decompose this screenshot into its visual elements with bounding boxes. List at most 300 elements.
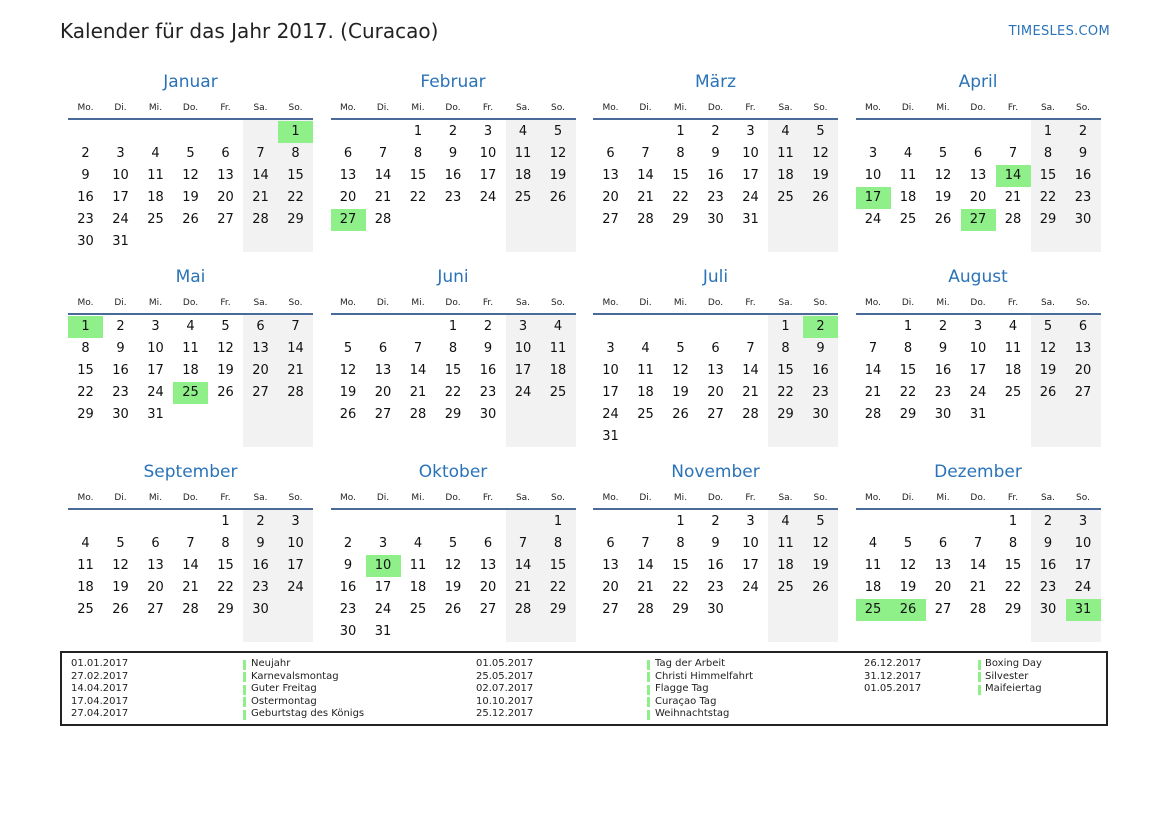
- day-cell: 17: [742, 558, 759, 573]
- day-cell: 29: [777, 407, 794, 422]
- day-cell: 30: [1074, 212, 1092, 227]
- holiday-name: Tag der Arbeit: [655, 658, 726, 669]
- day-cell: 3: [116, 146, 125, 161]
- day-cell: 2: [1078, 124, 1088, 139]
- day-cell: 22: [1039, 190, 1057, 205]
- day-cell: 22: [899, 385, 917, 400]
- day-cell: 12: [112, 558, 129, 573]
- day-cell: 12: [812, 146, 829, 161]
- day-cell: 3: [868, 146, 878, 161]
- day-cell: 20: [339, 190, 357, 205]
- day-cell: 4: [186, 319, 195, 334]
- day-cell: 20: [1074, 363, 1092, 378]
- day-cell: 10: [1074, 536, 1092, 551]
- day-cell: 27: [934, 602, 952, 617]
- day-cell: 25: [549, 385, 567, 400]
- day-cell: 30: [1039, 602, 1057, 617]
- day-cell: 5: [343, 341, 353, 356]
- weekday-header: [856, 298, 1101, 312]
- holiday-date: 17.04.2017: [71, 695, 129, 707]
- day-cell: 7: [641, 146, 650, 161]
- day-cell: 14: [374, 168, 392, 183]
- month-title: Januar: [163, 72, 218, 92]
- day-cell: 28: [864, 407, 882, 422]
- weekday-label: Fr.: [1007, 103, 1019, 113]
- day-cell: 30: [812, 407, 829, 422]
- weekday-label: So.: [813, 103, 828, 113]
- day-cell: 24: [742, 580, 759, 595]
- day-cell: 4: [518, 124, 528, 139]
- weekday-label: Sa.: [253, 103, 268, 113]
- day-cell: 7: [641, 536, 650, 551]
- day-cell: 13: [707, 363, 724, 378]
- day-cell: 21: [287, 363, 304, 378]
- brand-link[interactable]: TIMESLES.COM: [1008, 24, 1110, 39]
- day-cell: 19: [217, 363, 234, 378]
- day-cell: 5: [221, 319, 230, 334]
- day-cell: 15: [672, 558, 689, 573]
- day-cell: 13: [969, 168, 987, 183]
- weekday-label: Mo.: [865, 103, 881, 113]
- day-cell: 26: [549, 190, 567, 205]
- day-cell: 3: [151, 319, 160, 334]
- holiday-day: 25: [856, 599, 891, 621]
- day-cell: 12: [339, 363, 357, 378]
- day-cell: 20: [934, 580, 952, 595]
- day-cell: 17: [112, 190, 129, 205]
- day-cell: 8: [221, 536, 230, 551]
- day-cell: 15: [1004, 558, 1022, 573]
- weekday-label: Do.: [970, 493, 986, 503]
- day-cell: 28: [742, 407, 759, 422]
- day-cell: 1: [676, 514, 685, 529]
- day-cell: 22: [409, 190, 427, 205]
- day-cell: 16: [1074, 168, 1092, 183]
- day-cell: 2: [116, 319, 125, 334]
- holiday-date: 02.07.2017: [476, 683, 534, 695]
- day-cell: 9: [81, 168, 90, 183]
- weekday-label: Di.: [114, 298, 127, 308]
- holiday-day: 27: [331, 209, 366, 231]
- day-cell: 12: [934, 168, 952, 183]
- weekday-label: Mi.: [673, 298, 688, 308]
- holiday-name: Flagge Tag: [655, 683, 709, 695]
- weekday-label: Do.: [182, 298, 199, 308]
- weekday-header: [68, 298, 313, 312]
- weekday-label: Do.: [707, 103, 724, 113]
- holiday-date: 25.05.2017: [476, 670, 534, 682]
- day-cell: 21: [252, 190, 269, 205]
- day-cell: 1: [413, 124, 423, 139]
- day-cell: 13: [602, 558, 619, 573]
- day-cell: 11: [864, 558, 882, 573]
- weekday-label: Di.: [901, 493, 915, 503]
- day-cell: 21: [374, 190, 392, 205]
- day-cell: 28: [409, 407, 427, 422]
- day-cell: 12: [182, 168, 199, 183]
- day-cell: 13: [217, 168, 234, 183]
- day-cell: 25: [409, 602, 427, 617]
- day-cell: 31: [147, 407, 164, 422]
- day-cell: 3: [973, 319, 983, 334]
- day-cell: 6: [606, 146, 615, 161]
- day-cell: 15: [899, 363, 917, 378]
- day-cell: 9: [483, 341, 493, 356]
- month-title: November: [671, 462, 760, 482]
- weekday-label: Mo.: [77, 298, 94, 308]
- weekday-label: Sa.: [1040, 103, 1056, 113]
- weekday-label: Mi.: [673, 103, 688, 113]
- day-cell: 7: [256, 146, 265, 161]
- day-cell: 17: [147, 363, 164, 378]
- weekday-label: Mi.: [148, 103, 163, 113]
- weekday-label: Do.: [970, 103, 986, 113]
- weekday-label: Fr.: [1007, 493, 1019, 503]
- day-cell: 13: [602, 168, 619, 183]
- holiday-marker: [647, 672, 650, 682]
- day-cell: 9: [116, 341, 125, 356]
- day-cell: 15: [549, 558, 567, 573]
- day-cell: 24: [479, 190, 497, 205]
- day-cell: 8: [903, 341, 913, 356]
- day-cell: 20: [969, 190, 987, 205]
- holiday-name: Karnevalsmontag: [251, 670, 339, 682]
- day-cell: 15: [217, 558, 234, 573]
- holiday-name: Neujahr: [251, 658, 291, 669]
- holiday-day: 1: [68, 316, 103, 338]
- holiday-day: 2: [803, 316, 838, 338]
- day-cell: 17: [514, 363, 532, 378]
- day-cell: 6: [938, 536, 948, 551]
- day-cell: 22: [549, 580, 567, 595]
- day-cell: 18: [409, 580, 427, 595]
- day-cell: 19: [934, 190, 952, 205]
- holiday-marker: [243, 697, 246, 707]
- day-cell: 13: [479, 558, 497, 573]
- day-cell: 12: [217, 341, 234, 356]
- day-cell: 6: [256, 319, 265, 334]
- day-cell: 15: [672, 168, 689, 183]
- day-cell: 15: [409, 168, 427, 183]
- day-cell: 19: [812, 168, 829, 183]
- day-cell: 21: [182, 580, 199, 595]
- day-cell: 1: [1043, 124, 1053, 139]
- day-cell: 5: [938, 146, 948, 161]
- weekday-label: So.: [288, 298, 303, 308]
- month-title: Juni: [437, 267, 469, 287]
- day-cell: 14: [637, 558, 654, 573]
- day-cell: 2: [448, 124, 458, 139]
- day-cell: 18: [77, 580, 94, 595]
- weekday-label: So.: [1076, 298, 1090, 308]
- day-cell: 27: [217, 212, 234, 227]
- day-cell: 3: [291, 514, 300, 529]
- day-cell: 4: [151, 146, 160, 161]
- day-cell: 26: [339, 407, 357, 422]
- day-cell: 31: [602, 429, 619, 444]
- holiday-day: 25: [173, 382, 208, 404]
- holiday-name: Curaçao Tag: [655, 695, 717, 707]
- day-cell: 29: [444, 407, 462, 422]
- day-cell: 3: [746, 514, 755, 529]
- day-cell: 4: [1008, 319, 1018, 334]
- day-cell: 19: [899, 580, 917, 595]
- day-cell: 25: [637, 407, 654, 422]
- day-cell: 28: [637, 602, 654, 617]
- day-cell: 28: [514, 602, 532, 617]
- weekday-header: [331, 493, 576, 507]
- day-cell: 30: [934, 407, 952, 422]
- day-cell: 23: [934, 385, 952, 400]
- day-cell: 7: [186, 536, 195, 551]
- holiday-marker: [243, 672, 246, 682]
- day-cell: 26: [812, 580, 829, 595]
- day-cell: 16: [252, 558, 269, 573]
- day-cell: 17: [602, 385, 619, 400]
- day-cell: 7: [378, 146, 388, 161]
- day-cell: 10: [147, 341, 164, 356]
- day-cell: 18: [549, 363, 567, 378]
- day-cell: 11: [637, 363, 654, 378]
- day-cell: 21: [742, 385, 759, 400]
- day-cell: 30: [77, 234, 94, 249]
- weekday-label: Di.: [901, 298, 915, 308]
- day-cell: 28: [182, 602, 199, 617]
- day-cell: 26: [672, 407, 689, 422]
- day-cell: 18: [182, 363, 199, 378]
- day-cell: 5: [448, 536, 458, 551]
- month-title: August: [948, 267, 1008, 287]
- weekday-header: [856, 103, 1101, 117]
- day-cell: 11: [147, 168, 164, 183]
- day-cell: 27: [1074, 385, 1092, 400]
- day-cell: 6: [973, 146, 983, 161]
- day-cell: 21: [514, 580, 532, 595]
- day-cell: 20: [252, 363, 269, 378]
- weekday-label: Di.: [639, 298, 652, 308]
- weekday-label: So.: [813, 298, 828, 308]
- day-cell: 11: [77, 558, 94, 573]
- holiday-name: Maifeiertag: [985, 683, 1042, 695]
- weekday-label: Mi.: [936, 298, 950, 308]
- weekday-label: Di.: [639, 103, 652, 113]
- day-cell: 24: [602, 407, 619, 422]
- month-title: Februar: [420, 72, 486, 92]
- weekday-label: Sa.: [515, 298, 531, 308]
- weekday-label: Mi.: [673, 493, 688, 503]
- holiday-date: 10.10.2017: [476, 695, 534, 707]
- weekday-label: Do.: [445, 298, 461, 308]
- holiday-date: 01.01.2017: [71, 658, 129, 669]
- day-cell: 2: [483, 319, 493, 334]
- day-cell: 22: [1004, 580, 1022, 595]
- day-cell: 11: [182, 341, 199, 356]
- day-cell: 22: [287, 190, 304, 205]
- day-cell: 26: [217, 385, 234, 400]
- day-cell: 5: [553, 124, 563, 139]
- day-cell: 27: [602, 602, 619, 617]
- day-cell: 29: [672, 212, 689, 227]
- weekday-label: Di.: [376, 103, 390, 113]
- day-cell: 16: [339, 580, 357, 595]
- weekday-label: Sa.: [1040, 298, 1056, 308]
- day-cell: 2: [938, 319, 948, 334]
- weekday-label: Sa.: [1040, 493, 1056, 503]
- holiday-marker: [647, 697, 650, 707]
- holiday-marker: [647, 685, 650, 695]
- weekday-label: Mo.: [77, 103, 94, 113]
- day-cell: 28: [252, 212, 269, 227]
- day-cell: 22: [672, 580, 689, 595]
- weekday-label: Di.: [114, 103, 127, 113]
- day-cell: 3: [746, 124, 755, 139]
- day-cell: 7: [973, 536, 983, 551]
- day-cell: 14: [514, 558, 532, 573]
- weekday-label: Sa.: [515, 103, 531, 113]
- weekday-label: Mo.: [865, 493, 881, 503]
- holiday-marker: [243, 660, 246, 670]
- day-cell: 21: [637, 580, 654, 595]
- day-cell: 23: [444, 190, 462, 205]
- day-cell: 4: [781, 514, 790, 529]
- day-cell: 8: [676, 146, 685, 161]
- weekday-label: So.: [813, 493, 828, 503]
- holiday-day: 10: [366, 555, 401, 577]
- day-cell: 20: [374, 385, 392, 400]
- day-cell: 24: [969, 385, 987, 400]
- holiday-day: 26: [891, 599, 926, 621]
- day-cell: 11: [899, 168, 917, 183]
- weekday-label: Fr.: [482, 103, 494, 113]
- day-cell: 26: [812, 190, 829, 205]
- weekday-label: Mo.: [602, 103, 619, 113]
- weekday-header: [331, 103, 576, 117]
- day-cell: 3: [378, 536, 388, 551]
- weekday-label: Fr.: [482, 298, 494, 308]
- day-cell: 30: [707, 212, 724, 227]
- holiday-name: Weihnachtstag: [655, 708, 730, 720]
- day-cell: 12: [549, 146, 567, 161]
- day-cell: 19: [549, 168, 567, 183]
- day-cell: 14: [182, 558, 199, 573]
- day-cell: 20: [217, 190, 234, 205]
- page-title: Kalender für das Jahr 2017. (Curacao): [60, 19, 439, 43]
- day-cell: 7: [1008, 146, 1018, 161]
- weekday-label: Fr.: [220, 493, 231, 503]
- day-cell: 9: [711, 536, 720, 551]
- weekday-label: Do.: [707, 298, 724, 308]
- day-cell: 18: [777, 558, 794, 573]
- day-cell: 16: [77, 190, 94, 205]
- day-cell: 10: [742, 536, 759, 551]
- day-cell: 20: [602, 190, 619, 205]
- holiday-date: 31.12.2017: [864, 670, 922, 682]
- day-cell: 24: [742, 190, 759, 205]
- day-cell: 10: [479, 146, 497, 161]
- weekday-label: Mo.: [340, 298, 356, 308]
- weekday-label: Mi.: [411, 103, 425, 113]
- day-cell: 25: [77, 602, 94, 617]
- day-cell: 20: [479, 580, 497, 595]
- day-cell: 5: [676, 341, 685, 356]
- month-title: Juli: [702, 267, 729, 287]
- day-cell: 15: [1039, 168, 1057, 183]
- day-cell: 19: [112, 580, 129, 595]
- weekday-label: Fr.: [1007, 298, 1019, 308]
- day-cell: 6: [606, 536, 615, 551]
- weekday-label: So.: [551, 298, 565, 308]
- holiday-marker: [978, 672, 981, 682]
- holiday-day: 1: [278, 121, 313, 143]
- day-cell: 13: [1074, 341, 1092, 356]
- day-cell: 24: [514, 385, 532, 400]
- weekday-label: Mo.: [602, 493, 619, 503]
- day-cell: 10: [864, 168, 882, 183]
- day-cell: 9: [938, 341, 948, 356]
- day-cell: 19: [182, 190, 199, 205]
- day-cell: 18: [637, 385, 654, 400]
- day-cell: 28: [969, 602, 987, 617]
- holiday-date: 01.05.2017: [476, 658, 534, 669]
- weekday-label: Fr.: [745, 298, 756, 308]
- weekday-label: Mi.: [411, 298, 425, 308]
- holiday-day: 14: [996, 165, 1031, 187]
- month-title: Dezember: [934, 462, 1022, 482]
- weekday-label: Sa.: [778, 493, 793, 503]
- day-cell: 4: [903, 146, 913, 161]
- day-cell: 19: [812, 558, 829, 573]
- day-cell: 16: [934, 363, 952, 378]
- day-cell: 2: [256, 514, 265, 529]
- holiday-date: 26.12.2017: [864, 658, 922, 669]
- day-cell: 8: [81, 341, 90, 356]
- weekday-label: Mo.: [865, 298, 881, 308]
- day-cell: 7: [868, 341, 878, 356]
- day-cell: 24: [147, 385, 164, 400]
- weekday-label: Do.: [182, 103, 199, 113]
- day-cell: 13: [147, 558, 164, 573]
- day-cell: 1: [221, 514, 230, 529]
- day-cell: 14: [864, 363, 882, 378]
- day-cell: 11: [777, 536, 794, 551]
- weekday-label: Do.: [182, 493, 199, 503]
- day-cell: 9: [343, 558, 353, 573]
- day-cell: 30: [112, 407, 129, 422]
- weekday-label: Mi.: [148, 298, 163, 308]
- day-cell: 15: [287, 168, 304, 183]
- weekday-label: Fr.: [220, 103, 231, 113]
- day-cell: 10: [602, 363, 619, 378]
- weekday-label: Mo.: [602, 298, 619, 308]
- weekday-label: Mi.: [411, 493, 425, 503]
- day-cell: 20: [602, 580, 619, 595]
- day-cell: 21: [969, 580, 987, 595]
- day-cell: 24: [1074, 580, 1092, 595]
- day-cell: 1: [1008, 514, 1018, 529]
- day-cell: 20: [707, 385, 724, 400]
- day-cell: 16: [1039, 558, 1057, 573]
- day-cell: 5: [816, 124, 825, 139]
- weekday-header: [593, 493, 838, 507]
- holiday-name: Guter Freitag: [251, 683, 317, 695]
- day-cell: 16: [707, 168, 724, 183]
- day-cell: 22: [444, 385, 462, 400]
- holiday-marker: [978, 660, 981, 670]
- day-cell: 31: [374, 624, 392, 639]
- day-cell: 30: [339, 624, 357, 639]
- day-cell: 23: [1074, 190, 1092, 205]
- weekday-label: Sa.: [253, 298, 268, 308]
